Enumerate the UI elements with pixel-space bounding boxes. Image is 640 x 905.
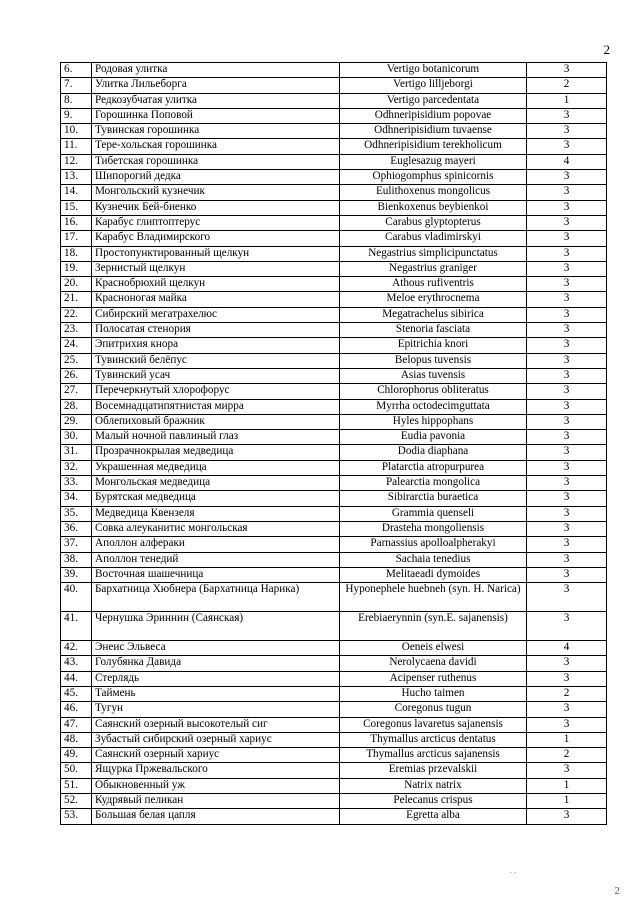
species-name-ru: Полосатая стенория (92, 323, 340, 338)
table-row (61, 93, 607, 108)
category-cell: 3 (527, 323, 607, 338)
category-cell: 2 (527, 748, 607, 763)
species-name-ru: Сибирский мегатрахелюс (92, 307, 340, 322)
table-row (61, 732, 607, 747)
species-name-latin: Bienkoxenus beybienkoi (340, 200, 527, 215)
species-name-latin: Belopus tuvensis (340, 353, 527, 368)
species-name-latin: Carabus vladimirskyi (340, 231, 527, 246)
page-number: 2 (603, 42, 610, 57)
table-row (61, 399, 607, 414)
category-cell: 3 (527, 702, 607, 717)
row-number: 22. (61, 307, 92, 322)
category-cell: 3 (527, 170, 607, 185)
row-number: 26. (61, 368, 92, 383)
category-cell: 3 (527, 63, 607, 78)
species-name-ru: Прозрачнокрылая медведица (92, 445, 340, 460)
species-name-ru: Бурятская медведица (92, 491, 340, 506)
category-cell: 3 (527, 124, 607, 139)
species-name-latin: Hyponephele huebneh (syn. H. Narica) (340, 583, 527, 612)
category-cell: 3 (527, 476, 607, 491)
species-name-latin: Eulithoxenus mongolicus (340, 185, 527, 200)
species-name-latin: Acipenser ruthenus (340, 671, 527, 686)
row-number: 23. (61, 323, 92, 338)
row-number: 40. (61, 583, 92, 612)
row-number: 49. (61, 748, 92, 763)
row-number: 29. (61, 414, 92, 429)
category-cell: 3 (527, 763, 607, 778)
row-number: 35. (61, 506, 92, 521)
table-row (61, 809, 607, 824)
species-name-latin: Negastrius simplicipunctatus (340, 246, 527, 261)
category-cell: 3 (527, 537, 607, 552)
species-name-ru: Малый ночной павлиный глаз (92, 430, 340, 445)
species-name-ru: Эпитрихия кнора (92, 338, 340, 353)
category-cell: 3 (527, 445, 607, 460)
category-cell: 1 (527, 794, 607, 809)
species-name-latin: Egretta alba (340, 809, 527, 824)
category-cell: 3 (527, 414, 607, 429)
species-name-ru: Аполлон алфераки (92, 537, 340, 552)
row-number: 32. (61, 460, 92, 475)
species-name-latin: Chlorophorus obliteratus (340, 384, 527, 399)
species-name-latin: Hucho taimen (340, 686, 527, 701)
species-name-ru: Таймень (92, 686, 340, 701)
category-cell: 3 (527, 338, 607, 353)
table-row (61, 702, 607, 717)
species-name-ru: Украшенная медведица (92, 460, 340, 475)
row-number: 12. (61, 154, 92, 169)
category-cell: 3 (527, 368, 607, 383)
species-name-latin: Epitrichia knori (340, 338, 527, 353)
category-cell: 3 (527, 108, 607, 123)
category-cell: 3 (527, 277, 607, 292)
species-name-ru: Тувинская горошинка (92, 124, 340, 139)
row-number: 33. (61, 476, 92, 491)
species-name-ru: Шипорогий дедка (92, 170, 340, 185)
table-row (61, 763, 607, 778)
category-cell: 1 (527, 778, 607, 793)
species-name-ru: Горошинка Поповой (92, 108, 340, 123)
category-cell: 2 (527, 686, 607, 701)
species-name-ru: Тувинский белёпус (92, 353, 340, 368)
category-cell: 3 (527, 139, 607, 154)
species-name-latin: Pelecanus crispus (340, 794, 527, 809)
row-number: 14. (61, 185, 92, 200)
category-cell: 3 (527, 491, 607, 506)
species-name-latin: Coregonus tugun (340, 702, 527, 717)
species-name-ru: Родовая улитка (92, 63, 340, 78)
species-name-latin: Nerolycaena davidi (340, 656, 527, 671)
species-name-ru: Саянский озерный хариус (92, 748, 340, 763)
species-name-ru: Бархатница Хюбнера (Бархатница Нарика) (92, 583, 340, 612)
row-number: 53. (61, 809, 92, 824)
species-name-latin: Hyles hippophans (340, 414, 527, 429)
category-cell: 3 (527, 521, 607, 536)
species-name-ru: Саянский озерный высокотелый сиг (92, 717, 340, 732)
species-name-ru: Аполлон тенедий (92, 552, 340, 567)
table-row (61, 521, 607, 536)
row-number: 41. (61, 612, 92, 641)
species-name-ru: Кузнечик Бей-биенко (92, 200, 340, 215)
species-name-latin: Grammia quenseli (340, 506, 527, 521)
species-name-latin: Negastrius graniger (340, 261, 527, 276)
category-cell: 3 (527, 460, 607, 475)
row-number: 16. (61, 215, 92, 230)
category-cell: 3 (527, 292, 607, 307)
category-cell: 3 (527, 506, 607, 521)
species-name-ru: Монгольский кузнечик (92, 185, 340, 200)
species-name-latin: Ophiogomphus spinicornis (340, 170, 527, 185)
species-name-latin: Natrix natrix (340, 778, 527, 793)
category-cell: 3 (527, 353, 607, 368)
species-name-ru: Тугун (92, 702, 340, 717)
table-row (61, 368, 607, 383)
species-name-ru: Красноногая майка (92, 292, 340, 307)
species-name-ru: Зернистый щелкун (92, 261, 340, 276)
table-row (61, 748, 607, 763)
row-number: 34. (61, 491, 92, 506)
row-number: 38. (61, 552, 92, 567)
row-number: 48. (61, 732, 92, 747)
table-row (61, 185, 607, 200)
species-name-latin: Drasteha mongoliensis (340, 521, 527, 536)
category-cell: 3 (527, 200, 607, 215)
row-number: 6. (61, 63, 92, 78)
row-number: 30. (61, 430, 92, 445)
row-number: 21. (61, 292, 92, 307)
species-name-latin: Asias tuvensis (340, 368, 527, 383)
table-row (61, 794, 607, 809)
species-name-latin: Euglesazug mayeri (340, 154, 527, 169)
table-row (61, 414, 607, 429)
category-cell: 3 (527, 717, 607, 732)
species-name-latin: Odhneripisidium popovae (340, 108, 527, 123)
species-name-ru: Редкозубчатая улитка (92, 93, 340, 108)
category-cell: 3 (527, 671, 607, 686)
species-name-ru: Тувинский усач (92, 368, 340, 383)
category-cell: 1 (527, 93, 607, 108)
species-name-ru: Восточная шашечница (92, 567, 340, 582)
species-name-latin: Vertigo lilljeborgi (340, 78, 527, 93)
species-name-ru: Карабус глиптоптерус (92, 215, 340, 230)
category-cell: 3 (527, 307, 607, 322)
species-name-ru: Обыкновенный уж (92, 778, 340, 793)
species-name-latin: Melitaeadi dymoides (340, 567, 527, 582)
category-cell: 3 (527, 612, 607, 641)
species-name-latin: Odhneripisidium terekholicum (340, 139, 527, 154)
species-name-latin: Thymallus arcticus sajanensis (340, 748, 527, 763)
species-name-latin: Oeneis elwesi (340, 641, 527, 656)
table-row (61, 215, 607, 230)
species-name-ru: Ящурка Пржевальского (92, 763, 340, 778)
table-row (61, 583, 607, 612)
species-name-ru: Энеис Эльвеса (92, 641, 340, 656)
table-row (61, 460, 607, 475)
species-name-ru: Большая белая цапля (92, 809, 340, 824)
species-name-ru: Медведица Квензеля (92, 506, 340, 521)
table-row (61, 277, 607, 292)
species-name-ru: Совка алеуканитис монгольская (92, 521, 340, 536)
category-cell: 3 (527, 552, 607, 567)
species-table-body (61, 63, 607, 825)
row-number: 39. (61, 567, 92, 582)
species-name-ru: Восемнадцатипятнистая мирра (92, 399, 340, 414)
row-number: 37. (61, 537, 92, 552)
row-number: 8. (61, 93, 92, 108)
table-row (61, 537, 607, 552)
row-number: 13. (61, 170, 92, 185)
species-name-latin: Vertigo botanicorum (340, 63, 527, 78)
table-row (61, 641, 607, 656)
table-row (61, 656, 607, 671)
table-row (61, 567, 607, 582)
species-name-latin: Thymallus arcticus dentatus (340, 732, 527, 747)
species-name-latin: Megatrachelus sibirica (340, 307, 527, 322)
table-row (61, 246, 607, 261)
table-row (61, 124, 607, 139)
table-row (61, 506, 607, 521)
category-cell: 1 (527, 732, 607, 747)
species-name-ru: Облепиховый бражник (92, 414, 340, 429)
row-number: 45. (61, 686, 92, 701)
species-name-latin: Parnassius apolloalpherakyi (340, 537, 527, 552)
species-name-ru: Улитка Лильеборга (92, 78, 340, 93)
species-name-ru: Перечеркнутый хлорофорус (92, 384, 340, 399)
table-row (61, 612, 607, 641)
table-row (61, 778, 607, 793)
category-cell: 3 (527, 399, 607, 414)
species-name-ru: Монгольская медведица (92, 476, 340, 491)
table-row (61, 430, 607, 445)
row-number: 11. (61, 139, 92, 154)
category-cell: 3 (527, 430, 607, 445)
species-name-latin: Coregonus lavaretus sajanensis (340, 717, 527, 732)
row-number: 50. (61, 763, 92, 778)
species-name-latin: Eremias przevalskii (340, 763, 527, 778)
table-row (61, 231, 607, 246)
table-row (61, 261, 607, 276)
table-row (61, 63, 607, 78)
category-cell: 3 (527, 656, 607, 671)
table-row (61, 338, 607, 353)
row-number: 20. (61, 277, 92, 292)
table-row (61, 552, 607, 567)
row-number: 27. (61, 384, 92, 399)
table-row (61, 307, 607, 322)
species-name-latin: Myrrha octodecimguttata (340, 399, 527, 414)
species-name-ru: Карабус Владимирского (92, 231, 340, 246)
species-name-latin: Sachaia tenedius (340, 552, 527, 567)
table-row (61, 476, 607, 491)
table-row (61, 139, 607, 154)
species-name-latin: Vertigo parcedentata (340, 93, 527, 108)
species-name-latin: Erebiaerynnin (syn.E. sajanensis) (340, 612, 527, 641)
corner-mark: 2 (614, 885, 620, 897)
row-number: 44. (61, 671, 92, 686)
category-cell: 3 (527, 583, 607, 612)
scan-mark: . . (510, 866, 516, 875)
species-name-latin: Meloe erythrocnema (340, 292, 527, 307)
species-name-latin: Platarctia atropurpurea (340, 460, 527, 475)
category-cell: 4 (527, 154, 607, 169)
category-cell: 3 (527, 384, 607, 399)
species-name-latin: Sibirarctia buraetica (340, 491, 527, 506)
row-number: 43. (61, 656, 92, 671)
row-number: 31. (61, 445, 92, 460)
species-name-ru: Кудрявый пеликан (92, 794, 340, 809)
row-number: 18. (61, 246, 92, 261)
row-number: 7. (61, 78, 92, 93)
category-cell: 3 (527, 809, 607, 824)
row-number: 51. (61, 778, 92, 793)
species-name-latin: Palearctia mongolica (340, 476, 527, 491)
row-number: 24. (61, 338, 92, 353)
species-name-latin: Eudia pavonia (340, 430, 527, 445)
row-number: 47. (61, 717, 92, 732)
species-name-latin: Stenoria fasciata (340, 323, 527, 338)
row-number: 17. (61, 231, 92, 246)
category-cell: 3 (527, 261, 607, 276)
species-name-ru: Голубянка Давида (92, 656, 340, 671)
species-name-latin: Athous rufiventris (340, 277, 527, 292)
row-number: 42. (61, 641, 92, 656)
category-cell: 3 (527, 246, 607, 261)
species-name-ru: Стерлядь (92, 671, 340, 686)
species-name-latin: Dodia diaphana (340, 445, 527, 460)
category-cell: 2 (527, 78, 607, 93)
species-name-ru: Чернушка Эриннин (Саянская) (92, 612, 340, 641)
table-row (61, 353, 607, 368)
species-name-ru: Краснобрюхий щелкун (92, 277, 340, 292)
row-number: 25. (61, 353, 92, 368)
table-row (61, 154, 607, 169)
species-name-ru: Зубастый сибирский озерный хариус (92, 732, 340, 747)
table-row (61, 200, 607, 215)
category-cell: 3 (527, 231, 607, 246)
table-row (61, 445, 607, 460)
table-row (61, 491, 607, 506)
table-row (61, 292, 607, 307)
category-cell: 3 (527, 215, 607, 230)
table-row (61, 686, 607, 701)
species-name-ru: Тибетская горошинка (92, 154, 340, 169)
species-name-latin: Odhneripisidium tuvaense (340, 124, 527, 139)
category-cell: 4 (527, 641, 607, 656)
table-row (61, 717, 607, 732)
species-table (60, 62, 607, 825)
species-name-latin: Carabus glyptopterus (340, 215, 527, 230)
row-number: 10. (61, 124, 92, 139)
species-name-ru: Тере-хольская горошинка (92, 139, 340, 154)
table-row (61, 384, 607, 399)
category-cell: 3 (527, 185, 607, 200)
table-row (61, 671, 607, 686)
table-row (61, 108, 607, 123)
category-cell: 3 (527, 567, 607, 582)
species-name-ru: Простопунктированный щелкун (92, 246, 340, 261)
row-number: 52. (61, 794, 92, 809)
row-number: 15. (61, 200, 92, 215)
row-number: 19. (61, 261, 92, 276)
table-row (61, 78, 607, 93)
table-row (61, 170, 607, 185)
row-number: 46. (61, 702, 92, 717)
row-number: 28. (61, 399, 92, 414)
row-number: 36. (61, 521, 92, 536)
row-number: 9. (61, 108, 92, 123)
table-row (61, 323, 607, 338)
